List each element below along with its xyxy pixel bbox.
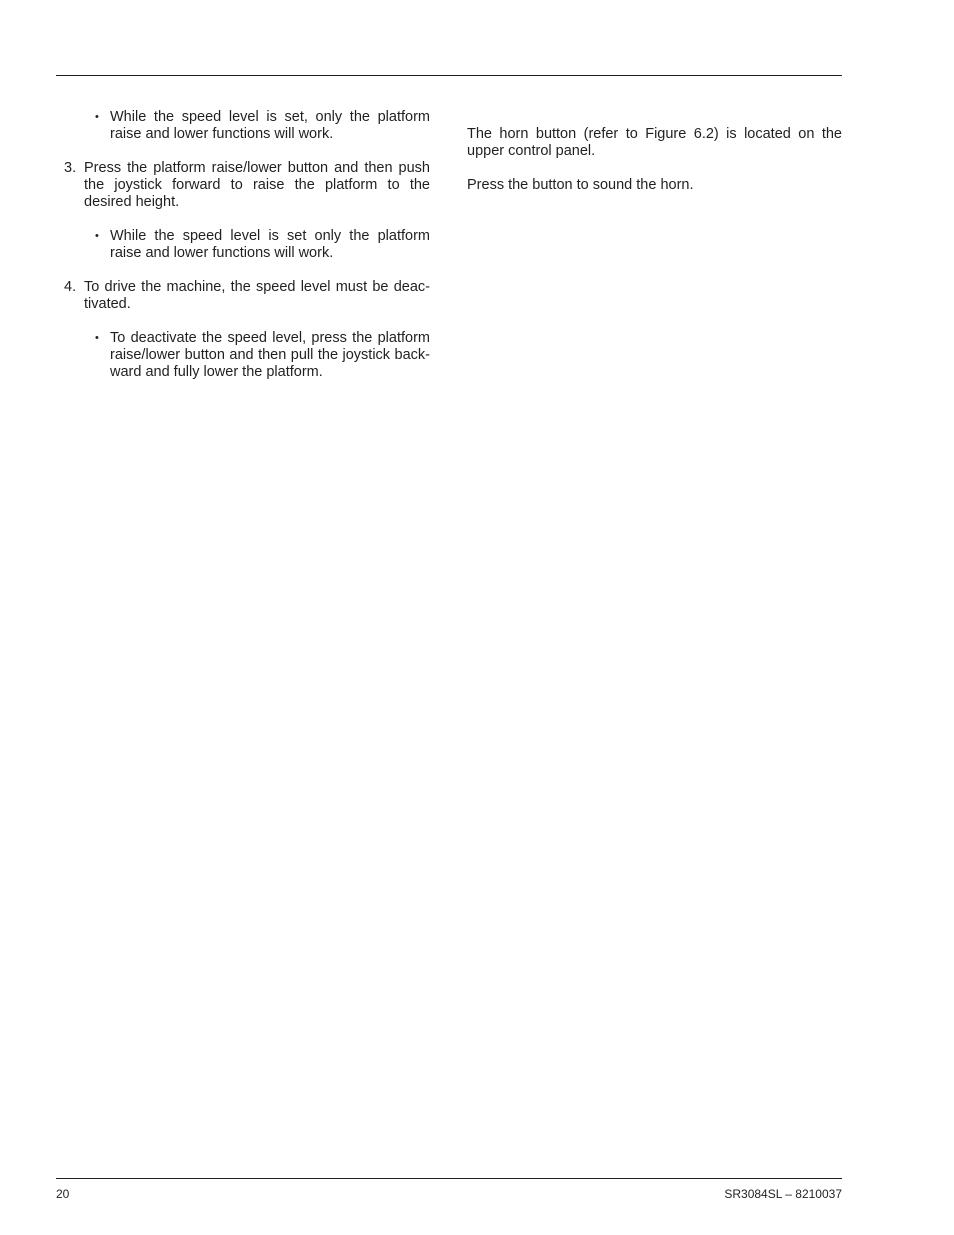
step-text: Press the platform raise/lower button and then push the joystick forward to raise the platform to the desired height. — [84, 160, 430, 210]
bullet-text: While the speed level is set only the platform raise and lower functions will work. — [110, 228, 430, 261]
right-column — [467, 126, 842, 194]
document-id: SR3084SL – 8210037 — [724, 1187, 842, 1201]
numbered-step-4 — [62, 279, 430, 313]
bullet-item — [62, 109, 430, 143]
bullet-text: To deactivate the speed level, press the platform raise/lower button and then pull the joystick back-ward and fully lower the platform. — [110, 330, 430, 380]
bullet-icon: • — [95, 111, 99, 123]
step-number: 4. — [64, 279, 77, 295]
bullet-item — [62, 228, 430, 262]
horn-location-paragraph: The horn button (refer to Figure 6.2) is located on the upper control panel. — [467, 126, 842, 159]
horn-instruction-paragraph: Press the button to sound the horn. — [467, 177, 694, 193]
bullet-icon: • — [95, 332, 99, 344]
bullet-text: While the speed level is set, only the platform raise and lower functions will work. — [110, 109, 430, 142]
bullet-item — [62, 330, 430, 381]
numbered-step-3 — [62, 160, 430, 211]
left-column — [62, 109, 430, 381]
page-number: 20 — [56, 1187, 70, 1201]
header-rule — [56, 75, 842, 76]
bullet-icon: • — [95, 230, 99, 242]
footer-rule — [56, 1178, 842, 1179]
step-number: 3. — [64, 160, 77, 176]
step-text: To drive the machine, the speed level must be deac-tivated. — [84, 279, 430, 312]
